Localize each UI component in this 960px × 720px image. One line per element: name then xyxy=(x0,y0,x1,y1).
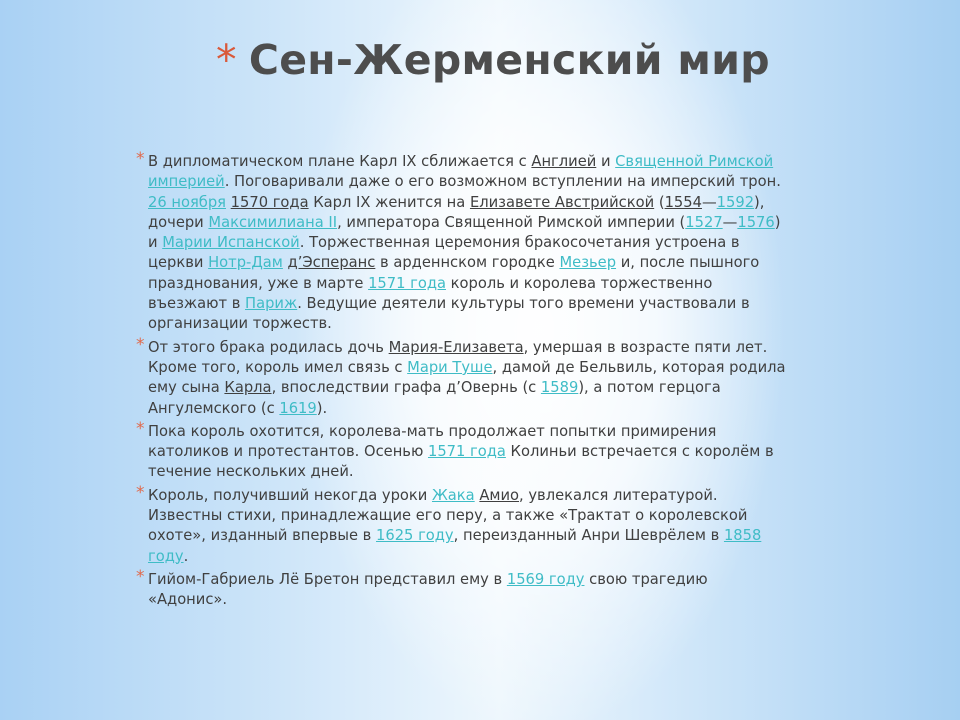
hyperlink[interactable]: 1625 году xyxy=(376,527,454,545)
paragraph-text: ). xyxy=(316,399,328,417)
bullet-icon: * xyxy=(136,482,145,503)
paragraph-text: . Торжественная церемония бракосочетания устроена в церкви xyxy=(148,234,740,272)
hyperlink[interactable]: Священной Римской империей xyxy=(148,153,774,191)
hyperlink[interactable]: Англией xyxy=(531,153,597,170)
hyperlink[interactable]: Нотр-Дам xyxy=(208,254,283,272)
bullet-paragraph xyxy=(136,566,786,611)
paragraph-text: король и королева торжественно въезжают в xyxy=(148,274,713,313)
paragraph-text: и, после пышного празднования, уже в марте xyxy=(148,254,760,292)
paragraph-text: В дипломатическом плане Карл IX сближается с xyxy=(148,153,532,170)
hyperlink[interactable]: Жака xyxy=(431,486,475,504)
paragraph-text: Пока король охотится, королева-мать продолжает попытки примирения католиков и протестантов. Осенью xyxy=(148,422,717,461)
paragraph-text: ( xyxy=(654,193,665,211)
hyperlink[interactable]: Карла xyxy=(224,379,272,397)
hyperlink[interactable]: 1589 xyxy=(540,379,579,397)
bullet-paragraph xyxy=(136,418,786,483)
bullet-paragraph xyxy=(136,149,786,335)
hyperlink[interactable]: Елизавете Австрийской xyxy=(469,193,655,211)
bullet-paragraph xyxy=(136,482,786,567)
hyperlink[interactable]: 1619 xyxy=(279,399,317,417)
hyperlink[interactable]: 1576 xyxy=(737,213,775,231)
paragraph-text: , дамой де Бельвиль, которая родила ему сына xyxy=(148,358,786,397)
hyperlink[interactable]: Амио xyxy=(479,486,520,504)
hyperlink[interactable]: 1571 года xyxy=(427,443,506,461)
paragraph-text: ), дочери xyxy=(148,193,765,231)
paragraph-text: ) и xyxy=(148,213,781,252)
slide-body xyxy=(136,149,786,614)
bullet-icon: * xyxy=(136,149,145,169)
hyperlink[interactable]: 1571 года xyxy=(368,274,446,292)
hyperlink[interactable]: 1858 году xyxy=(148,527,762,565)
paragraph-text: — xyxy=(722,213,738,231)
paragraph-text: . xyxy=(183,547,189,565)
hyperlink[interactable]: 1570 года xyxy=(230,193,309,211)
hyperlink[interactable]: Париж xyxy=(245,295,298,313)
paragraph-text: Колиньи встречается с королём в течение нескольких дней. xyxy=(148,443,774,481)
paragraph-text: , впоследствии графа д’Овернь (с xyxy=(271,379,541,397)
slide-title xyxy=(216,36,770,84)
paragraph-text: свою трагедию «Адонис». xyxy=(148,570,708,609)
paragraph-text: . Ведущие деятели культуры того времени участвовали в организации торжеств. xyxy=(148,295,750,333)
paragraph-text: — xyxy=(701,193,717,211)
paragraph-text: , императора Священной Римской империи ( xyxy=(337,213,686,231)
paragraph-text: Гийом-Габриель Лё Бретон представил ему в xyxy=(148,570,507,588)
paragraph-text: и xyxy=(596,153,616,170)
paragraph-text: От этого брака родилась дочь xyxy=(148,338,389,356)
slide-title-text: Сен-Жерменский мир xyxy=(248,36,770,84)
hyperlink[interactable]: Максимилиана II xyxy=(208,213,338,231)
title-bullet-icon: * xyxy=(216,36,237,84)
paragraph-text: , увлекался литературой. Известны стихи, принадлежащие его перу, а также «Трактат о королевской охоте», изданный впервые в xyxy=(148,486,748,545)
hyperlink[interactable]: Марии Испанской xyxy=(162,234,300,252)
paragraph-text: в арденнском городке xyxy=(375,254,560,272)
bullet-icon: * xyxy=(136,418,145,439)
hyperlink[interactable]: 1527 xyxy=(685,213,723,231)
hyperlink[interactable]: 26 ноября xyxy=(148,193,226,211)
hyperlink[interactable]: Мари Туше xyxy=(407,358,493,376)
hyperlink[interactable]: Мария-Елизавета xyxy=(388,338,524,356)
hyperlink[interactable]: 1569 году xyxy=(506,570,585,588)
paragraph-text: , переизданный Анри Шеврёлем в xyxy=(453,527,724,545)
hyperlink[interactable]: 1554 xyxy=(664,193,702,211)
hyperlink[interactable]: Мезьер xyxy=(559,254,617,272)
paragraph-text: , умершая в возрасте пяти лет. Кроме того, король имел связь с xyxy=(148,338,768,376)
paragraph-text: . Поговаривали даже о его возможном вступлении на имперский трон. xyxy=(224,173,781,191)
bullet-icon: * xyxy=(136,566,145,587)
bullet-paragraph xyxy=(136,334,786,419)
paragraph-text: Карл IX женится на xyxy=(308,193,470,211)
bullet-icon: * xyxy=(136,334,145,355)
paragraph-text: ), а потом герцога Ангулемского (с xyxy=(148,379,721,417)
hyperlink[interactable]: д’Эсперанс xyxy=(287,254,376,272)
hyperlink[interactable]: 1592 xyxy=(716,193,755,211)
paragraph-text: Король, получивший некогда уроки xyxy=(148,486,432,504)
